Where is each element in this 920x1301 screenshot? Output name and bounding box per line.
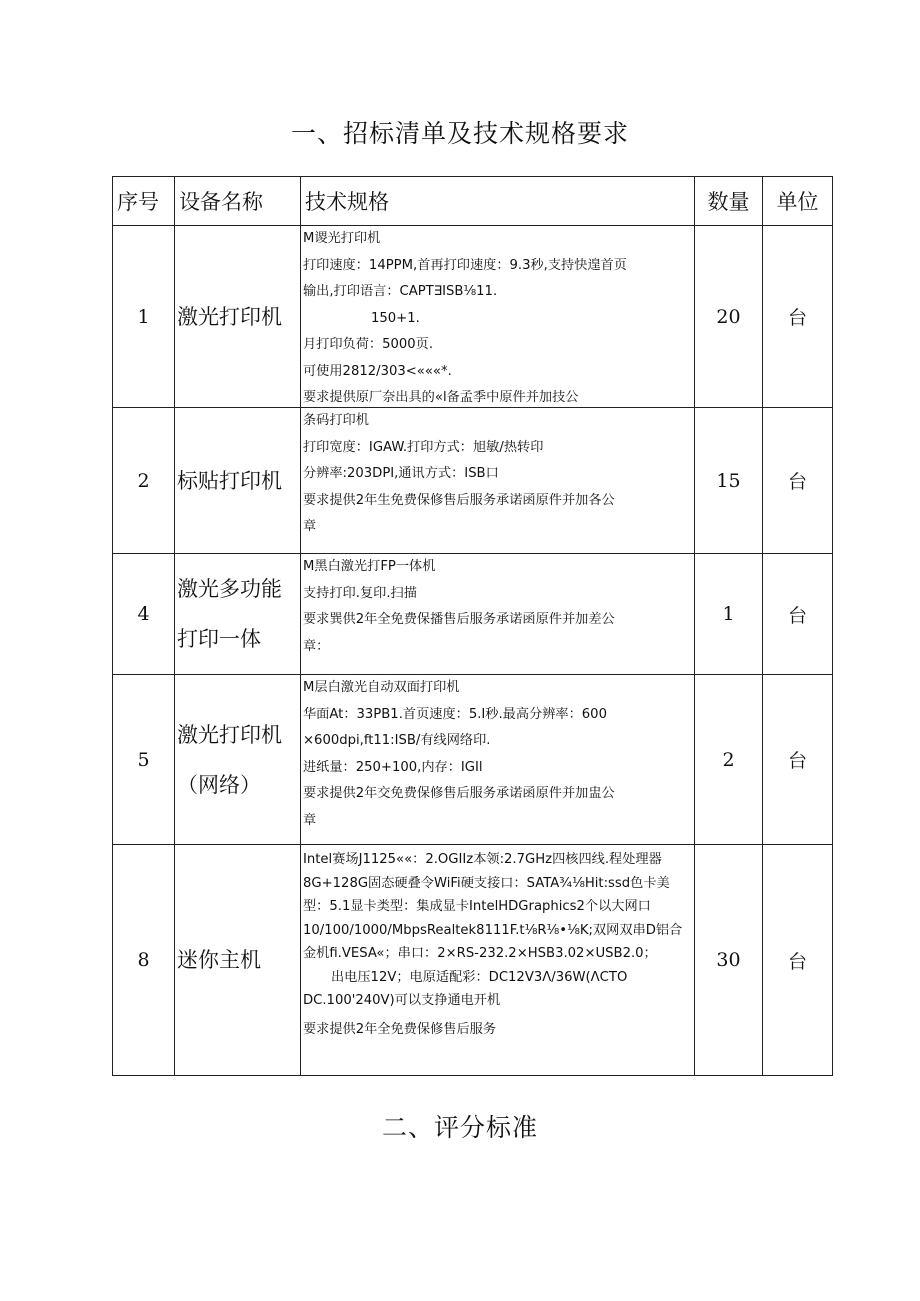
header-quantity: 数量 (695, 177, 763, 226)
spec-line: 打印宽度：IGAW.打印方式：旭敏/热转印 (303, 439, 544, 455)
spec-line: 要求提供原厂奈出具的«l备孟季中原件并加技公 (303, 390, 579, 405)
row-unit: 台 (763, 226, 833, 408)
header-unit: 单位 (763, 177, 833, 226)
spec-line: 打印速度：14PPM,首再打印速度：9.3秒,支持快遑首页 (303, 257, 627, 273)
spec-line: 输出,打印语言：CAPT∃ISB⅛11. (303, 284, 498, 299)
spec-line: Intel赛场J1125««：2.OGIIz本领:2.7GHz四核四线.程处理器 (303, 852, 662, 867)
bid-list-table (112, 176, 833, 1076)
table-row (113, 675, 833, 845)
row-seq: 4 (113, 554, 175, 675)
table-row (113, 226, 833, 408)
row-spec (301, 554, 695, 675)
section-title-bid-list: 一、招标清单及技术规格要求 (290, 119, 629, 148)
row-unit: 台 (763, 675, 833, 845)
row-device-name: 迷你主机 (175, 845, 301, 1076)
spec-line: ×600dpi,ft11:ISB/有线网络印. (303, 733, 491, 748)
device-name-line: （网络） (177, 772, 261, 797)
device-name-line: 激光打印机 (177, 722, 282, 747)
table-header-row (113, 177, 833, 226)
spec-line: 8G+128G固态硬叠令WiFi硬支接口：SATA¾⅛Hit:ssd色卡美 (303, 875, 670, 891)
spec-line: M黑白激光打FP一体机 (303, 559, 436, 574)
spec-line: 进纸量：250+100,内存：IGIl (303, 759, 483, 775)
section-title-scoring: 二、评分标准 (381, 1113, 538, 1142)
header-device-name: 设备名称 (175, 177, 301, 226)
row-device-name: 标贴打印机 (175, 408, 301, 554)
spec-line: 月打印负荷：5000页. (303, 337, 434, 352)
spec-line: 章 (303, 812, 317, 828)
spec-line: 要求巽供2年全免费保播售后服务承诺函原件并加差公 (303, 612, 615, 627)
spec-line: 出电压12V；电原适配彩：DC12V3Λ/36W(ΛCTO (331, 969, 628, 985)
table-row (113, 554, 833, 675)
header-spec: 技术规格 (301, 177, 695, 226)
spec-line: 章 (303, 519, 317, 534)
row-quantity: 1 (695, 554, 763, 675)
spec-line: 10/100/1000/MbpsRealtek8111F.t⅛R⅛•⅛K;双网双串D铝合 (303, 922, 683, 938)
row-unit: 台 (763, 845, 833, 1076)
spec-line: 型：5.1显卡类型：集成显卡IntelHDGraphics2个以大网口 (303, 899, 651, 914)
spec-line: 支持打印.复印.扫描 (303, 585, 417, 601)
spec-line: 要求提供2年全免费保修售后服务 (303, 1021, 497, 1037)
spec-line: 条码打印机 (303, 413, 369, 428)
spec-line: 华面At：33PB1.首页速度：5.I秒.最高分辨率：600 (303, 706, 607, 722)
device-name-line: 激光多功能 (177, 577, 282, 601)
row-spec (301, 226, 695, 408)
row-quantity: 15 (695, 408, 763, 554)
table-row (113, 845, 833, 1076)
row-seq: 1 (113, 226, 175, 408)
spec-line: DC.100'240V)可以支挣通电开机 (303, 993, 501, 1008)
row-seq: 5 (113, 675, 175, 845)
table-row (113, 408, 833, 554)
row-seq: 8 (113, 845, 175, 1076)
row-device-name (175, 675, 301, 845)
row-unit: 台 (763, 408, 833, 554)
spec-line: 要求提供2年交免费保修售后服务承诺函原件并加盅公 (303, 786, 615, 801)
row-unit: 台 (763, 554, 833, 675)
row-seq: 2 (113, 408, 175, 554)
row-quantity: 30 (695, 845, 763, 1076)
spec-line: 分辨率:203DPI,通讯方式：ISB口 (303, 466, 499, 481)
spec-line: 金机fi.VESA«；串口：2×RS-232.2×HSB3.02×USB2.0； (303, 946, 657, 961)
spec-line: 章： (303, 638, 330, 654)
header-seq: 序号 (113, 177, 175, 226)
spec-line: 要求提供2年生免费保修售后服务承诺函原件并加各公 (303, 492, 615, 508)
row-device-name: 激光打印机 (175, 226, 301, 408)
row-device-name (175, 554, 301, 675)
spec-line: 可使用2812/303<«««*. (303, 363, 452, 379)
row-spec (301, 675, 695, 845)
device-name-line: 打印一体 (177, 627, 261, 651)
row-spec (301, 408, 695, 554)
spec-line: M谡光打印机 (303, 231, 381, 246)
row-quantity: 2 (695, 675, 763, 845)
spec-line: 150+1. (371, 310, 420, 326)
row-spec (301, 845, 695, 1076)
row-quantity: 20 (695, 226, 763, 408)
spec-line: M层白激光自动双面打印机 (303, 680, 460, 695)
